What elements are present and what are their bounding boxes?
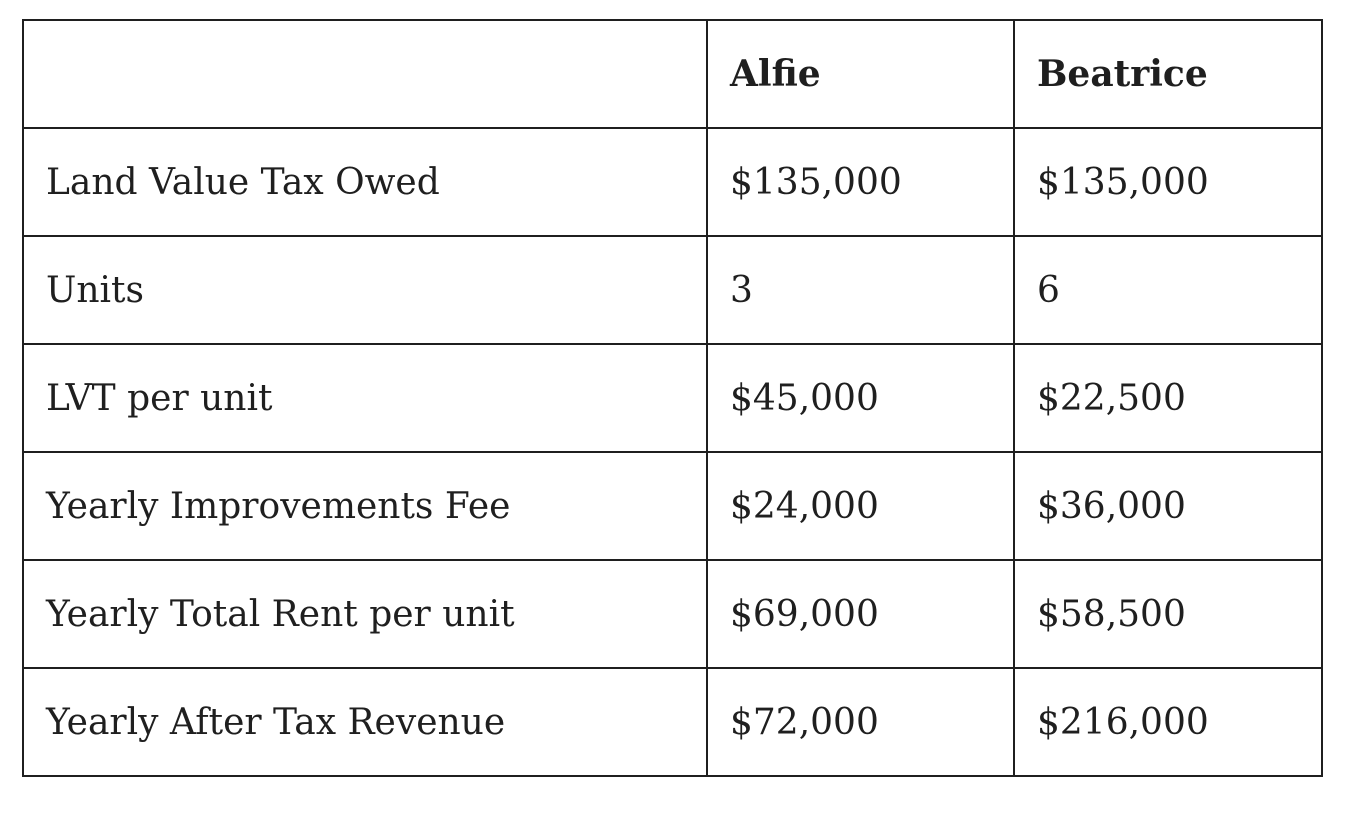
beatrice-value: $22,500	[1014, 344, 1322, 452]
header-cell-empty	[23, 20, 707, 128]
table-row	[23, 560, 1322, 668]
comparison-table	[22, 19, 1323, 777]
alfie-value: $135,000	[707, 128, 1014, 236]
alfie-value: 3	[707, 236, 1014, 344]
alfie-value: $45,000	[707, 344, 1014, 452]
table-row	[23, 236, 1322, 344]
table-row	[23, 128, 1322, 236]
beatrice-value: $58,500	[1014, 560, 1322, 668]
row-label: LVT per unit	[23, 344, 707, 452]
beatrice-value: 6	[1014, 236, 1322, 344]
row-label: Yearly After Tax Revenue	[23, 668, 707, 776]
row-label: Land Value Tax Owed	[23, 128, 707, 236]
header-row	[23, 20, 1322, 128]
row-label: Units	[23, 236, 707, 344]
row-label: Yearly Total Rent per unit	[23, 560, 707, 668]
beatrice-value: $216,000	[1014, 668, 1322, 776]
table-row	[23, 344, 1322, 452]
beatrice-value: $135,000	[1014, 128, 1322, 236]
row-label: Yearly Improvements Fee	[23, 452, 707, 560]
alfie-value: $72,000	[707, 668, 1014, 776]
alfie-value: $24,000	[707, 452, 1014, 560]
header-cell-alfie: Alfie	[707, 20, 1014, 128]
table-row	[23, 452, 1322, 560]
alfie-value: $69,000	[707, 560, 1014, 668]
header-cell-beatrice: Beatrice	[1014, 20, 1322, 128]
beatrice-value: $36,000	[1014, 452, 1322, 560]
table-row	[23, 668, 1322, 776]
